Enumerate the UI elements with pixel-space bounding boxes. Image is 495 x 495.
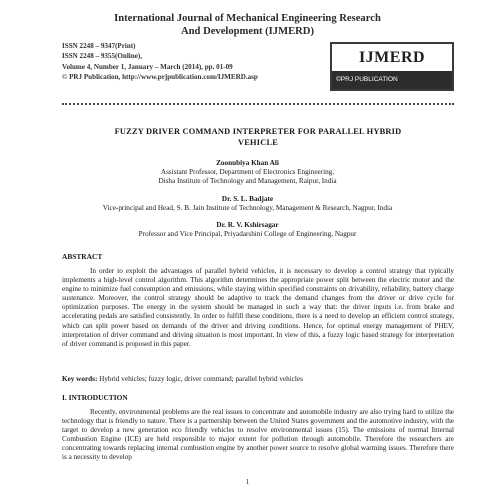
keywords-text: Hybrid vehicles; fuzzy logic, driver command; parallel hybrid vehicles — [97, 375, 303, 383]
header-divider — [62, 103, 454, 105]
introduction-heading: I. INTRODUCTION — [62, 393, 128, 402]
author-affiliation: Assistant Professor, Department of Electronics Engineering, — [160, 168, 335, 177]
publisher-line: © PRJ Publication, http://www.prjpublication.com/IJMERD.asp — [62, 72, 258, 81]
paper-title-line-1: FUZZY DRIVER COMMAND INTERPRETER FOR PARALLEL HYBRID — [114, 127, 402, 136]
paper-title — [62, 127, 454, 148]
logo-text: IJMERD — [358, 49, 426, 66]
volume-info: Volume 4, Number 1, January – March (2014), pp. 01-09 — [62, 62, 233, 71]
author-3 — [40, 221, 455, 239]
logo-band: ©PRJ PUBLICATION — [332, 71, 452, 89]
author-affiliation: Professor and Vice Principal, Priyadarshini College of Engineering, Nagpur — [138, 230, 357, 239]
author-2 — [40, 195, 455, 213]
author-name: Dr. R. V. Kshirsagar — [216, 221, 279, 229]
journal-logo — [330, 42, 454, 91]
journal-title — [40, 13, 455, 38]
issn-block — [62, 41, 322, 82]
author-affiliation: Disha Institute of Technology and Management, Raipur, India — [158, 177, 337, 186]
journal-title-line-2: And Development (IJMERD) — [180, 25, 314, 37]
issn-online: ISSN 2248 – 9355(Online), — [62, 52, 143, 61]
abstract-heading: ABSTRACT — [62, 252, 103, 261]
author-1 — [40, 159, 455, 187]
introduction-text: Recently, environmental problems are the real issues to concentrate and automobile industry are also trying hard to utilize the technology that is friendly to nature. There is a partnership between the United States government and the automotive industry, with the target to develop a new generation eco friendly vehicles to resolve environmental issues (15). The emissions of normal Internal Combustion Engine (ICE) are held responsible to major extent for pollution through automobile. Therefore the researchers are concentrating towards replacing internal combustion engine by another power source to resolve global warming issues. Therefore there is a necessity to develop — [62, 408, 454, 462]
author-name: Zoonubiya Khan Ali — [216, 159, 279, 167]
author-affiliation: Vice-principal and Head, S. B. Jain Institute of Technology, Management & Research, Nagpur, India — [102, 204, 393, 213]
paper-title-line-2: VEHICLE — [237, 137, 279, 147]
page-number: 1 — [245, 478, 250, 486]
journal-title-line-1: International Journal of Mechanical Engineering Research — [114, 13, 381, 24]
issn-print: ISSN 2248 – 9347(Print) — [62, 42, 136, 50]
abstract-text: In order to exploit the advantages of parallel hybrid vehicles, it is necessary to develop a control strategy that typically implements a high-level control algorithm. This algorithm determines the appropriate power split between the electric motor and the engine to minimize fuel consumption and emissions, while staying within specified constraints on drivability, reliability, battery charge sustenance. Moreover, the control strategy should be adaptive to track the demand changes from the driver or drive cycle for optimization purposes. The energy in the system should be managed in such a way that: the driver inputs i.e. from brake and accelerating pedals are satisfied consistently. In order to fulfill these conditions, there is a need to develop an efficient control strategy, which can split power based on demands of the driver and driving conditions. Hence, for optimal energy management of PHEV, interpretation of driver command and driving situation is most important. In view of this, a fuzzy logic based strategy for interpretation of driver command is proposed in this paper. — [62, 267, 454, 348]
keywords-label: Key words: — [62, 375, 98, 383]
keywords — [62, 375, 454, 384]
author-name: Dr. S. L. Badjate — [221, 195, 274, 203]
